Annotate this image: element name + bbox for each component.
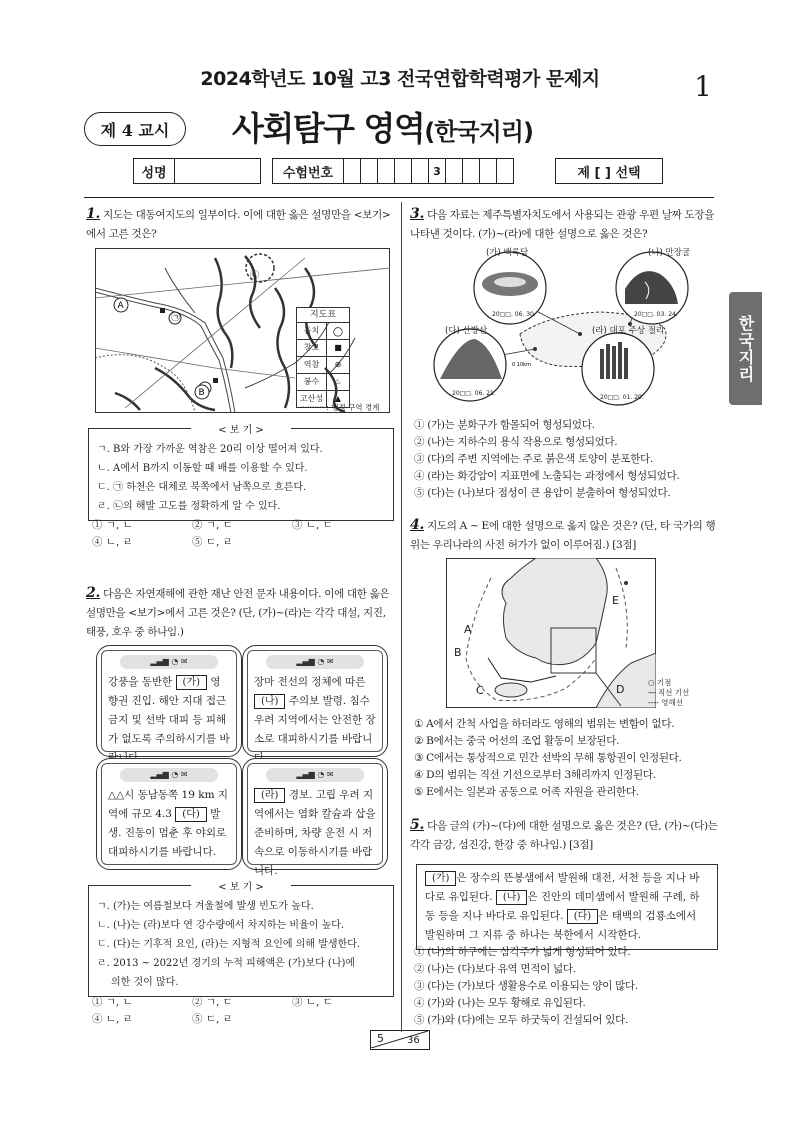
blank-box: (나): [496, 890, 527, 905]
message-text: 장마 전선의 정체에 따른: [254, 676, 366, 688]
svg-text:㉠: ㉠: [171, 313, 181, 323]
question-5-stem: [410, 816, 720, 855]
subject-sub: (한국지리): [424, 118, 533, 146]
column-divider: [401, 202, 402, 1032]
question-3-number: 3.: [410, 206, 425, 222]
disaster-message-phone-2: [242, 645, 388, 757]
question-4-stem: [410, 516, 720, 555]
question-2-stem: [86, 584, 396, 642]
maritime-map-legend: [648, 678, 689, 708]
question-5-choices: [414, 944, 724, 1029]
station-icon: ⊕: [334, 360, 342, 369]
exam-digit-box[interactable]: [446, 158, 463, 184]
question-4-text: 지도의 A ~ E에 대한 설명으로 옳지 않은 것은? (단, 타 국가의 행위는 우리나라의 사전 허가가 없이 이루어짐.) [3점]: [410, 520, 716, 551]
legend-item: ---- 영해선: [648, 698, 683, 707]
disaster-message-phone-3: [96, 758, 242, 870]
mountain-fortress-icon: ▲: [334, 394, 342, 403]
disaster-message-phone-4: [242, 758, 388, 877]
map-legend-title: 지도표: [296, 307, 350, 323]
footer-total: 36: [407, 1035, 420, 1046]
bogi-item: ㄷ. ㉠ 하천은 대체로 북쪽에서 남쪽으로 흐른다.: [97, 482, 307, 493]
postmark-date: 20□□. 06. 30.: [492, 311, 536, 318]
legend-label: 고산성: [297, 391, 327, 407]
postmark-date: 20□□. 06. 21.: [452, 390, 496, 397]
map-point-label: A: [464, 623, 472, 636]
answer-option[interactable]: ① (가)는 분화구가 함몰되어 형성되었다.: [414, 419, 595, 431]
exam-digit-box[interactable]: [395, 158, 412, 184]
passage-text: 은 진안의 데미샘에서 발원해 구례, 하동 등을 지나 바다로 유입된다.: [425, 891, 700, 922]
message-text: 경보. 고립 우려 지역에서는 염화 칼슘과 삽을 준비하며, 차량 운전 시 저속으로 이동하시기를 바랍니다.: [254, 789, 376, 877]
maritime-map-figure: [446, 558, 656, 708]
page-number: 1: [694, 70, 712, 103]
blank-box: (다): [567, 909, 598, 924]
blank-box: (나): [254, 694, 285, 709]
question-4-choices: [414, 716, 724, 801]
message-text: △△시 동남동쪽 19 km 지역에 규모 4.3: [108, 789, 229, 820]
exam-digit-box[interactable]: [378, 158, 395, 184]
answer-option[interactable]: ⑤ (다)는 (나)보다 점성이 큰 용암이 분출하여 형성되었다.: [414, 487, 671, 499]
bogi-title: < 보 기 >: [191, 878, 291, 897]
legend-label: 창고: [297, 340, 327, 356]
header-divider: [84, 197, 714, 198]
answer-option[interactable]: ⑤ E에서는 일본과 공동으로 어족 자원을 관리한다.: [414, 786, 639, 798]
phone-screen: [247, 650, 383, 752]
answer-option[interactable]: ② (나)는 지하수의 용식 작용으로 형성되었다.: [414, 436, 618, 448]
exam-digit-box[interactable]: [463, 158, 480, 184]
disaster-message-phone-1: [96, 645, 242, 757]
question-3-stem: [410, 205, 720, 244]
answer-option[interactable]: ⑤ ㄷ, ㄹ: [192, 1013, 233, 1025]
question-2-text: 다음은 자연재해에 관한 재난 안전 문자 내용이다. 이에 대한 옳은 설명만을 <보기>에서 고른 것은? (단, (가)~(라)는 각각 대설, 지진, 태풍, 호우 중 하나임.): [86, 588, 390, 638]
question-4-number: 4.: [410, 517, 425, 533]
svg-text:B: B: [198, 388, 205, 398]
question-1-bogi: [88, 425, 394, 521]
answer-option[interactable]: ③ ㄴ, ㄷ: [292, 996, 333, 1008]
legend-row-eupchi: [296, 323, 350, 340]
selection-label: 제 [ ] 선택: [555, 158, 663, 184]
bogi-title: < 보 기 >: [191, 421, 291, 440]
answer-option[interactable]: ③ C에서는 통상적으로 민간 선박의 무해 통항권이 인정된다.: [414, 752, 682, 764]
blank-box: (가): [425, 871, 456, 886]
exam-digit-box[interactable]: [480, 158, 497, 184]
bogi-item: ㄹ. 2013 ~ 2022년 경기의 누적 피해액은 (가)보다 (나)에: [97, 958, 356, 969]
answer-option[interactable]: ① (나)의 하구에는 삼각주가 넓게 형성되어 있다.: [414, 946, 631, 958]
question-5-text: 다음 글의 (가)~(다)에 대한 설명으로 옳은 것은? (단, (가)~(다)는 각각 금강, 섬진강, 한강 중 하나임.) [3점]: [410, 820, 718, 851]
legend-row-changgo: [296, 340, 350, 357]
signal-status-icon: ▂▄▆ ◔ ✉: [266, 655, 364, 669]
bogi-item: 의한 것이 많다.: [111, 977, 179, 988]
map-point-label: B: [454, 646, 462, 659]
postmark-label: (다) 산방산: [445, 326, 488, 336]
name-label: 성명: [133, 158, 175, 184]
page-footer: [370, 1030, 430, 1050]
legend-item: — 직선 기선: [648, 688, 690, 697]
svg-text:0 10km: 0 10km: [512, 362, 531, 368]
map-point-label: C: [476, 684, 484, 697]
answer-option[interactable]: ③ (다)는 (가)보다 생활용수로 이용되는 양이 많다.: [414, 980, 638, 992]
period-badge: 제 4 교시: [84, 112, 186, 146]
exam-digit-box[interactable]: [361, 158, 378, 184]
answer-option[interactable]: ④ (가)와 (나)는 모두 황해로 유입된다.: [414, 997, 586, 1009]
question-3-choices: [414, 417, 724, 502]
exam-digit-box[interactable]: [412, 158, 429, 184]
answer-option[interactable]: ⑤ ㄷ, ㄹ: [192, 536, 233, 548]
answer-option[interactable]: ③ (다)의 주변 지역에는 주로 붉은색 토양이 분포한다.: [414, 453, 653, 465]
name-field: [133, 158, 261, 184]
postmark-date: 20□□. 01. 20.: [600, 394, 644, 401]
phone-screen: [247, 763, 383, 877]
postmark-label: (라) 대포 주상 절리: [592, 326, 665, 336]
phone-screen: [101, 763, 237, 865]
selection-field: [555, 158, 663, 184]
subject-main: 사회탐구 영역: [232, 109, 425, 148]
bogi-item: ㄷ. (다)는 기후적 요인, (라)는 지형적 요인에 의해 발생한다.: [97, 939, 361, 950]
subject-side-tab: 한국지리: [729, 292, 762, 405]
square-icon: ■: [334, 343, 342, 352]
blank-box: (가): [176, 675, 207, 690]
answer-option[interactable]: ④ (라)는 화강암이 지표면에 노출되는 과정에서 형성되었다.: [414, 470, 680, 482]
question-2-number: 2.: [86, 585, 101, 601]
question-2-answers: [92, 994, 392, 1028]
question-2-bogi: [88, 882, 394, 997]
postmark-date: 20□□. 03. 24.: [634, 311, 678, 318]
signal-status-icon: ▂▄▆ ◔ ✉: [266, 768, 364, 782]
message-text: 영향권 진입. 해안 지대 접근 금지 및 선박 대피 등 피해가 없도록 주의하시기를 바: [108, 676, 230, 745]
legend-item: ○ 기점: [648, 678, 672, 687]
map-point-label: D: [616, 683, 625, 696]
svg-text:A: A: [117, 301, 124, 311]
exam-number-label: 수험번호: [272, 158, 344, 184]
beacon-icon: ♨: [334, 377, 342, 386]
map-point-label: E: [612, 594, 619, 607]
answer-option[interactable]: ④ D의 범위는 직선 기선으로부터 3해리까지 인정된다.: [414, 769, 656, 781]
jeju-postmark-figure: [420, 244, 720, 409]
legend-label: 봉수: [297, 374, 327, 390]
blank-box: (라): [254, 788, 285, 803]
question-3-text: 다음 자료는 제주특별자치도에서 사용되는 관광 우편 날짜 도장을 나타낸 것이다. (가)~(라)에 대한 설명으로 옳은 것은?: [410, 209, 715, 240]
question-1-text: 지도는 대동여지도의 일부이다. 이에 대한 옳은 설명만을 <보기>에서 고른 것은?: [86, 209, 391, 240]
footer-page: 5: [377, 1032, 384, 1045]
map-legend: [296, 307, 350, 408]
bogi-item: ㄴ. A에서 B까지 이동할 때 배를 이용할 수 있다.: [97, 463, 308, 474]
question-1-stem: [86, 205, 396, 244]
bogi-item: ㄹ. ㉡의 해발 고도를 정확하게 알 수 있다.: [97, 501, 281, 512]
blank-box: (다): [175, 807, 206, 822]
passage-text: 은 장수의 뜬봉샘에서 발원해 대전, 서천 등을 지나 바다로 유입된다.: [425, 872, 700, 903]
bogi-item: ㄱ. B와 가장 가까운 역참은 20리 이상 떨어져 있다.: [97, 444, 323, 455]
message-text: 발생. 진동이 멈춘 후 야외로 대피하시기를 바랍니다.: [108, 808, 227, 858]
svg-text:㉡: ㉡: [250, 271, 260, 281]
answer-option[interactable]: ② ㄱ, ㄷ: [192, 519, 233, 531]
answer-option[interactable]: ⑤ (가)와 (다)에는 모두 하굿둑이 건설되어 있다.: [414, 1014, 628, 1026]
passage-text: 은 태백의 검룡소에서 발원하며 그 지류 중 하나는 북한에서 시작한다.: [425, 910, 697, 941]
exam-number-field: [272, 158, 514, 184]
answer-option[interactable]: ① ㄱ, ㄴ: [92, 519, 133, 531]
signal-status-icon: ▂▄▆ ◔ ✉: [120, 655, 218, 669]
phone-screen: [101, 650, 237, 752]
exam-digit-fixed: 3: [429, 158, 446, 184]
bogi-item: ㄱ. (가)는 여름철보다 겨울철에 발생 빈도가 높다.: [97, 901, 314, 912]
answer-option[interactable]: ② (나)는 (다)보다 유역 면적이 넓다.: [414, 963, 576, 975]
answer-option[interactable]: ③ ㄴ, ㄷ: [292, 519, 333, 531]
message-text: 주의보 발령. 침수 우려 지역에서는 안전한 장소로 대피하시기를 바랍니: [254, 695, 376, 745]
legend-row-bongsu: [296, 374, 350, 391]
postmark-label: (나) 만장굴: [648, 248, 691, 258]
signal-status-icon: ▂▄▆ ◔ ✉: [120, 768, 218, 782]
legend-row-yeokcham: [296, 357, 350, 374]
name-input[interactable]: [175, 158, 261, 184]
bogi-item: ㄴ. (나)는 (라)보다 연 강수량에서 차지하는 비율이 높다.: [97, 920, 345, 931]
question-1-answers: [92, 517, 392, 551]
exam-digit-box[interactable]: [344, 158, 361, 184]
exam-digit-box[interactable]: [497, 158, 514, 184]
circle-icon: ○: [332, 324, 344, 338]
answer-option[interactable]: ② B에서는 중국 어선의 조업 활동이 보장된다.: [414, 735, 620, 747]
question-5-number: 5.: [410, 817, 425, 833]
legend-label: 읍치: [297, 323, 327, 339]
question-5-passage: [416, 864, 718, 950]
answer-option[interactable]: ④ ㄴ, ㄹ: [92, 1013, 133, 1025]
answer-option[interactable]: ① A에서 간척 사업을 하더라도 영해의 범위는 변함이 없다.: [414, 718, 675, 730]
answer-option[interactable]: ④ ㄴ, ㄹ: [92, 536, 133, 548]
subject-title: [232, 103, 533, 150]
legend-label: 역참: [297, 357, 327, 373]
map-legend-note: ·········· : 행정 구역 경계: [300, 403, 380, 412]
exam-title: 2024학년도 10월 고3 전국연합학력평가 문제지: [200, 68, 600, 90]
message-text: 강풍을 동반한: [108, 676, 173, 688]
question-1-number: 1.: [86, 206, 101, 222]
postmark-label: (가) 백록담: [486, 248, 529, 258]
answer-option[interactable]: ② ㄱ, ㄷ: [192, 996, 233, 1008]
answer-option[interactable]: ① ㄱ, ㄴ: [92, 996, 133, 1008]
